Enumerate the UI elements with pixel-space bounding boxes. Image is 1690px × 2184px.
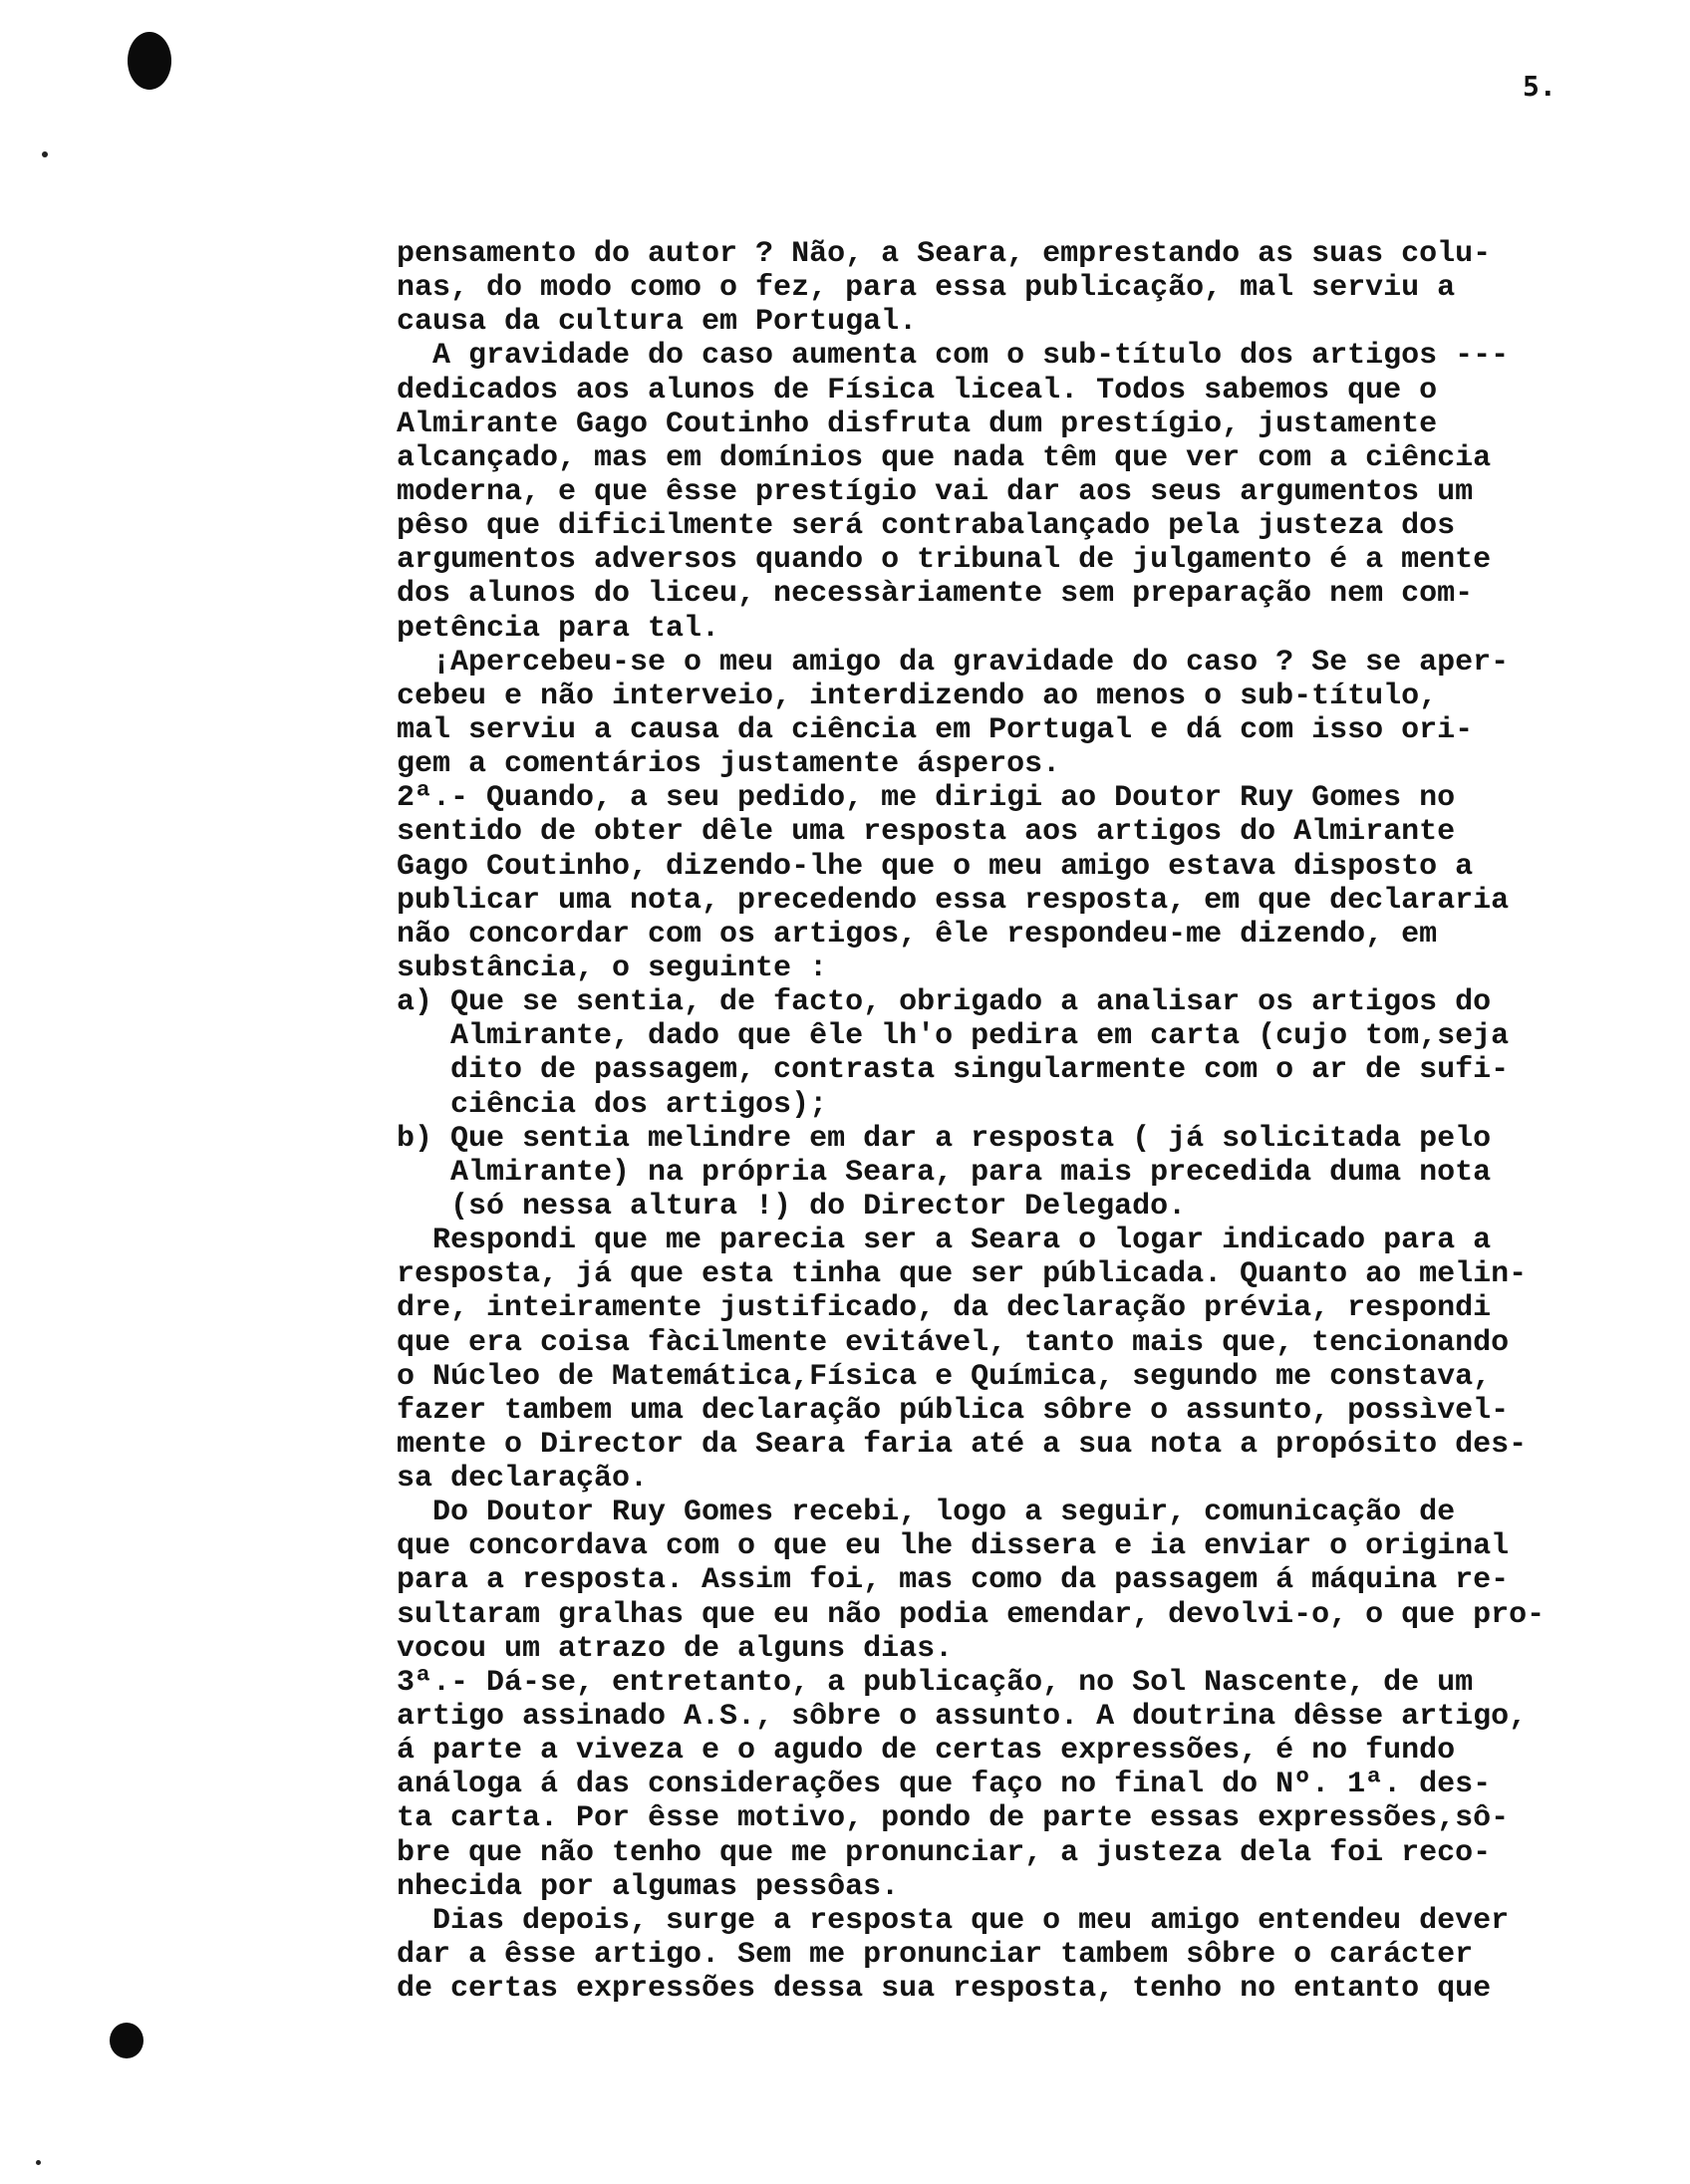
text-line: nhecida por algumas pessôas. [397,1869,900,1904]
text-line: não concordar com os artigos, êle respondeu-me dizendo, em [397,917,1438,952]
text-line: dar a êsse artigo. Sem me pronunciar tambem sôbre o carácter [397,1938,1474,1973]
text-line: sentido de obter dêle uma resposta aos artigos do Almirante [397,815,1456,850]
punch-hole-bottom [110,2023,143,2058]
text-line: gem a comentários justamente ásperos. [397,747,1061,782]
text-line: moderna, e que êsse prestígio vai dar aos seus argumentos um [397,474,1474,509]
text-line: petência para tal. [397,611,720,646]
text-line: mente o Director da Seara faria até a sua nota a propósito des- [397,1427,1528,1462]
text-line: artigo assinado A.S., sôbre o assunto. A doutrina dêsse artigo, [397,1700,1528,1735]
text-line: ta carta. Por êsse motivo, pondo de parte essas expressões,sô- [397,1801,1510,1836]
ink-speck [42,151,48,157]
text-line: fazer tambem uma declaração pública sôbre o assunto, possìvel- [397,1393,1510,1428]
text-line: argumentos adversos quando o tribunal de julgamento é a mente [397,543,1492,578]
text-line: publicar uma nota, precedendo essa resposta, em que declararia [397,883,1510,918]
text-line: Gago Coutinho, dizendo-lhe que o meu amigo estava disposto a [397,849,1474,884]
text-line: pêso que dificilmente será contrabalançado pela justeza dos [397,509,1456,544]
text-line: á parte a viveza e o agudo de certas expressões, é no fundo [397,1734,1456,1769]
text-line: vocou um atrazo de alguns dias. [397,1631,954,1666]
text-line: 3ª.- Dá-se, entretanto, a publicação, no Sol Nascente, de um [397,1665,1474,1700]
ink-speck [36,2160,41,2165]
text-line: causa da cultura em Portugal. [397,305,918,340]
text-line: b) Que sentia melindre em dar a resposta ( já solicitada pelo [397,1121,1492,1156]
text-line: resposta, já que esta tinha que ser públicada. Quanto ao melin- [397,1257,1528,1292]
text-line: para a resposta. Assim foi, mas como da passagem á máquina re- [397,1563,1510,1598]
text-line: A gravidade do caso aumenta com o sub-título dos artigos --- [397,339,1510,374]
text-line: 2ª.- Quando, a seu pedido, me dirigi ao Doutor Ruy Gomes no [397,781,1456,816]
text-line: Almirante) na própria Seara, para mais precedida duma nota [397,1155,1492,1190]
text-line: Dias depois, surge a resposta que o meu amigo entendeu dever [397,1903,1510,1938]
text-line: Respondi que me parecia ser a Seara o logar indicado para a [397,1224,1492,1258]
text-line: mal serviu a causa da ciência em Portugal e dá com isso ori- [397,712,1474,747]
text-line: dre, inteiramente justificado, da declaração prévia, respondi [397,1291,1492,1326]
punch-hole-top [128,32,171,90]
text-line: nas, do modo como o fez, para essa publicação, mal serviu a [397,271,1456,306]
text-line: análoga á das considerações que faço no final do Nº. 1ª. des- [397,1768,1492,1802]
text-line: que concordava com o que eu lhe dissera e ia enviar o original [397,1529,1510,1564]
text-line: alcançado, mas em domínios que nada têm que ver com a ciência [397,440,1492,475]
text-line: dito de passagem, contrasta singularmente com o ar de sufi- [397,1053,1510,1088]
text-line: bre que não tenho que me pronunciar, a justeza dela foi reco- [397,1835,1492,1870]
text-line: cebeu e não interveio, interdizendo ao menos o sub-título, [397,679,1438,713]
text-line: ¡Apercebeu-se o meu amigo da gravidade do caso ? Se se aper- [397,645,1510,680]
text-line: a) Que se sentia, de facto, obrigado a analisar os artigos do [397,985,1492,1020]
text-line: substância, o seguinte : [397,951,828,985]
text-line: sultaram gralhas que eu não podia emendar, devolvi-o, o que pro- [397,1597,1546,1632]
text-line: dos alunos do liceu, necessàriamente sem preparação nem com- [397,577,1474,612]
text-line: pensamento do autor ? Não, a Seara, emprestando as suas colu- [397,237,1492,271]
text-line: (só nessa altura !) do Director Delegado. [397,1189,1187,1224]
text-line: que era coisa fàcilmente evitável, tanto mais que, tencionando [397,1325,1510,1360]
text-line: ciência dos artigos); [397,1087,828,1122]
text-line: sa declaração. [397,1462,649,1497]
text-line: de certas expressões dessa sua resposta, tenho no entanto que [397,1972,1492,2007]
text-line: o Núcleo de Matemática,Física e Química, segundo me constava, [397,1359,1492,1394]
page-number: 5. [1523,70,1556,103]
text-line: Do Doutor Ruy Gomes recebi, logo a seguir, comunicação de [397,1496,1456,1530]
text-line: Almirante, dado que êle lh'o pedira em carta (cujo tom,seja [397,1019,1510,1054]
text-line: Almirante Gago Coutinho disfruta dum prestígio, justamente [397,407,1438,441]
text-line: dedicados aos alunos de Física liceal. Todos sabemos que o [397,373,1438,408]
letter-body [397,237,1654,2006]
